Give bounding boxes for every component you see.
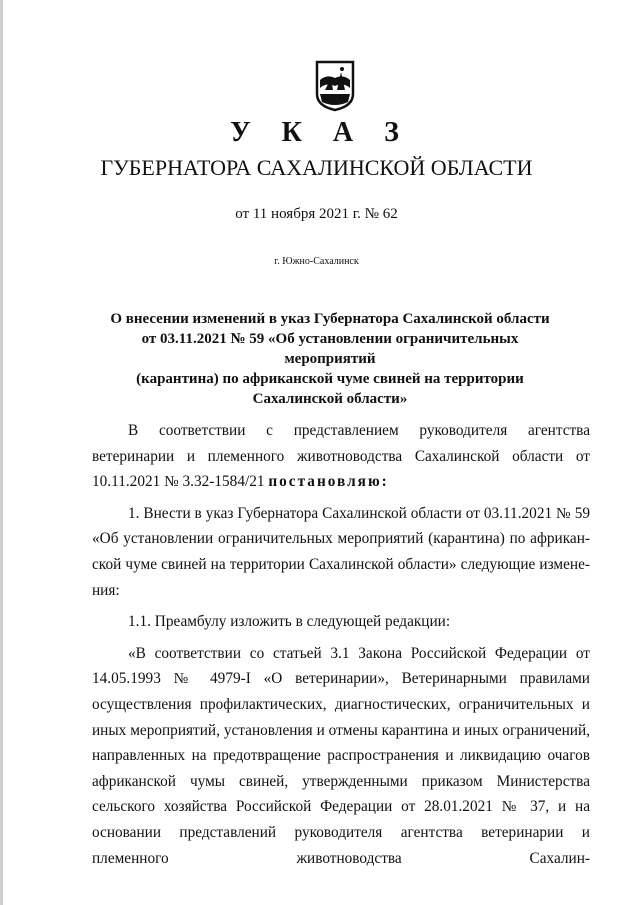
coat-of-arms-icon: [315, 60, 355, 112]
clause-1: 1. Внести в указ Губернатора Сахалинской области от 03.11.2021 № 59 «Об установлении ограничительных мероприятий (карантина) по африканской чуме свиней на территории Сахалинской области» следующие изменения:: [92, 504, 590, 599]
city-line: г. Южно-Сахалинск: [274, 256, 359, 267]
document-body: [92, 418, 590, 871]
clause-1-1: 1.1. Преамбулу изложить в следующей редакции:: [128, 613, 451, 631]
preamble-text: В соответствии с представлением руководителя агентства ветеринарии и племенного животноводства Сахалинской области от 10.11.2021 № 3.32-1584/21: [92, 422, 590, 491]
date-number-line: от 11 ноября 2021 г. № 62: [235, 206, 398, 222]
subject-line: Сахалинской области»: [252, 391, 408, 407]
quoted-preamble-text: «В соответствии со статьей 3.1 Закона Российской Федерации от 14.05.1993 № 4979-I «О ветеринарии», Ветеринарными правилами осуществления профилактических, диагностических, ограничительных и иных мероприятий, установления и отмены карантина и иных ограничений, направленных на предотвращение распространения и ликвидацию очагов африканской чумы свиней, утвержденными приказом Министерства сельского хозяйства Российской Федерации от 28.01.2021 № 37, и на основании представлений руководителя агентства ветеринарии и племенного животноводства Сахалин-: [92, 644, 590, 867]
decree-subject: [100, 309, 560, 409]
decree-keyword: постановляю:: [268, 473, 389, 491]
preamble-paragraph: [92, 418, 590, 495]
document-type-title: У К А З: [230, 117, 411, 148]
subject-line: от 03.11.2021 № 59 «Об установлении ограничительных мероприятий: [141, 331, 519, 367]
issuer-title: ГУБЕРНАТОРА САХАЛИНСКОЙ ОБЛАСТИ: [100, 155, 533, 180]
subject-line: О внесении изменений в указ Губернатора Сахалинской области: [110, 311, 550, 327]
subject-line: (карантина) по африканской чуме свиней на территории: [136, 371, 524, 387]
